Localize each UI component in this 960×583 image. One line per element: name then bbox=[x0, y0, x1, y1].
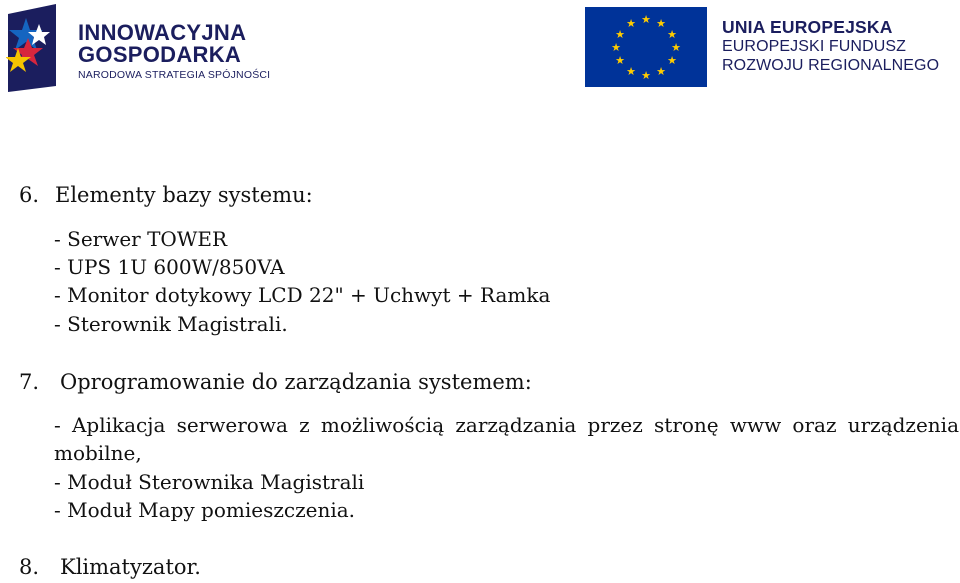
logo-title-line1: INNOWACYJNA bbox=[78, 20, 247, 45]
section-8-heading bbox=[19, 555, 201, 579]
svg-text:★: ★ bbox=[641, 13, 651, 26]
section-6-item: - UPS 1U 600W/850VA bbox=[54, 255, 285, 279]
svg-text:★: ★ bbox=[667, 28, 677, 41]
section-7-number: 7. bbox=[19, 370, 40, 394]
section-8-number: 8. bbox=[19, 555, 40, 579]
eu-subtitle-line2: ROZWOJU REGIONALNEGO bbox=[722, 57, 940, 74]
section-6-item: - Serwer TOWER bbox=[54, 227, 228, 251]
section-6-title: Elementy bazy systemu: bbox=[55, 183, 313, 207]
svg-text:★: ★ bbox=[671, 41, 681, 54]
eu-fund-logo bbox=[585, 7, 945, 87]
svg-text:★: ★ bbox=[656, 17, 666, 30]
eu-title: UNIA EUROPEJSKA bbox=[722, 17, 893, 37]
section-7-item-3: - Moduł Mapy pomieszczenia. bbox=[54, 498, 355, 522]
section-7-item-1: - Aplikacja serwerowa z możliwością zarządzania przez stronę www oraz urządzenia bbox=[54, 413, 959, 437]
svg-text:★: ★ bbox=[667, 54, 677, 67]
eu-subtitle-line1: EUROPEJSKI FUNDUSZ bbox=[722, 38, 907, 55]
section-6-item: - Monitor dotykowy LCD 22" + Uchwyt + Ramka bbox=[54, 283, 551, 307]
svg-text:★: ★ bbox=[641, 69, 651, 82]
eu-flag-icon bbox=[585, 7, 707, 87]
section-7-title: Oprogramowanie do zarządzania systemem: bbox=[60, 370, 532, 394]
innowacyjna-gospodarka-logo bbox=[6, 4, 276, 92]
section-7-heading bbox=[19, 370, 532, 394]
section-7-item-2: - Moduł Sterownika Magistrali bbox=[54, 470, 365, 494]
svg-text:★: ★ bbox=[611, 41, 621, 54]
logo-subtitle: NARODOWA STRATEGIA SPÓJNOŚCI bbox=[78, 69, 271, 81]
section-8-title: Klimatyzator. bbox=[60, 555, 201, 579]
logo-title-line2: GOSPODARKA bbox=[78, 42, 242, 67]
svg-text:★: ★ bbox=[656, 65, 666, 78]
star-flag-emblem-icon bbox=[6, 4, 70, 92]
svg-text:★: ★ bbox=[615, 28, 625, 41]
section-6-number: 6. bbox=[19, 183, 40, 207]
section-6-heading bbox=[19, 183, 313, 207]
svg-text:★: ★ bbox=[626, 17, 636, 30]
section-7-item-1-continued: mobilne, bbox=[54, 441, 142, 465]
svg-text:★: ★ bbox=[615, 54, 625, 67]
svg-text:★: ★ bbox=[626, 65, 636, 78]
section-6-item: - Sterownik Magistrali. bbox=[54, 312, 288, 336]
